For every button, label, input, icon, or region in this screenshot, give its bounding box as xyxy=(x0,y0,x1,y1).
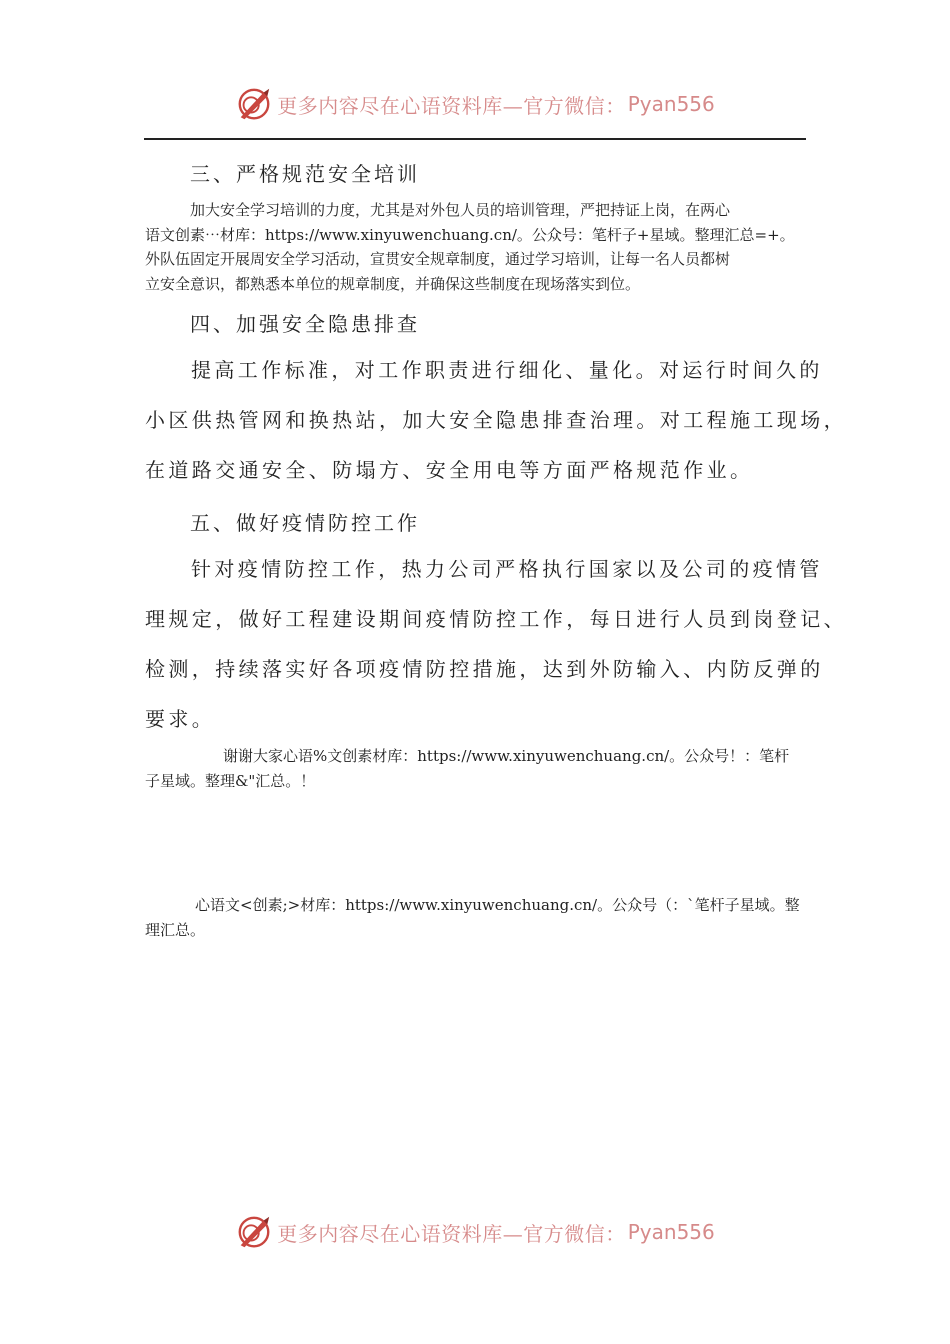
section5-heading: 五、做好疫情防控工作 xyxy=(190,511,420,535)
footer-note xyxy=(145,893,807,942)
section4-heading: 四、加强安全隐患排查 xyxy=(190,312,420,336)
pen-logo-icon xyxy=(235,1213,273,1251)
banner-wechat-id: Pyan556 xyxy=(627,92,715,116)
pen-logo-icon xyxy=(235,85,273,123)
paragraph-line: 谢谢大家心语%文创素材库：https://www.xinyuwenchuang.cn/。公众号！：笔杆 xyxy=(223,747,790,765)
thanks-note xyxy=(145,744,807,793)
paragraph-line: 心语文<创素;>材库：https://www.xinyuwenchuang.cn/。公众号（：`笔杆子星域。整 xyxy=(195,896,800,914)
banner-wechat-id: Pyan556 xyxy=(627,1220,715,1244)
paragraph-line: 外队伍固定开展周安全学习活动，宣贯安全规章制度，通过学习培训，让每一名人员都树 xyxy=(145,250,731,269)
paragraph-line: 提高工作标准，对工作职责进行细化、量化。对运行时间久的 xyxy=(191,358,823,382)
paragraph-line: 要求。 xyxy=(145,707,216,731)
bottom-banner xyxy=(0,1210,950,1254)
paragraph-line: 立安全意识，都熟悉本单位的规章制度，并确保这些制度在现场落实到位。 xyxy=(145,274,641,293)
top-banner xyxy=(0,82,950,126)
section5-body xyxy=(145,544,847,744)
section4-body xyxy=(145,345,847,495)
paragraph-line: 语文创素⋯材库：https://www.xinyuwenchuang.cn/。公众号：笔杆子+星域。整理汇总=+。 xyxy=(145,225,795,244)
paragraph-line: 理规定，做好工程建设期间疫情防控工作，每日进行人员到岗登记、 xyxy=(145,607,847,631)
paragraph-line: 子星域。整理&"汇总。！ xyxy=(145,771,316,790)
section3-body xyxy=(145,198,807,296)
paragraph-line: 检测，持续落实好各项疫情防控措施，达到外防输入、内防反弹的 xyxy=(145,657,824,681)
paragraph-line: 加大安全学习培训的力度，尤其是对外包人员的培训管理，严把持证上岗，在两心 xyxy=(190,201,731,219)
paragraph-line: 小区供热管网和换热站，加大安全隐患排查治理。对工程施工现场， xyxy=(145,408,847,432)
paragraph-line: 在道路交通安全、防塌方、安全用电等方面严格规范作业。 xyxy=(145,458,754,482)
section3-heading: 三、严格规范安全培训 xyxy=(190,162,420,186)
paragraph-line: 理汇总。 xyxy=(145,920,206,939)
banner-text: 更多内容尽在心语资料库—官方微信： xyxy=(277,93,626,118)
header-rule xyxy=(144,138,806,140)
paragraph-line: 针对疫情防控工作，热力公司严格执行国家以及公司的疫情管 xyxy=(191,557,823,581)
banner-text: 更多内容尽在心语资料库—官方微信： xyxy=(277,1221,626,1246)
